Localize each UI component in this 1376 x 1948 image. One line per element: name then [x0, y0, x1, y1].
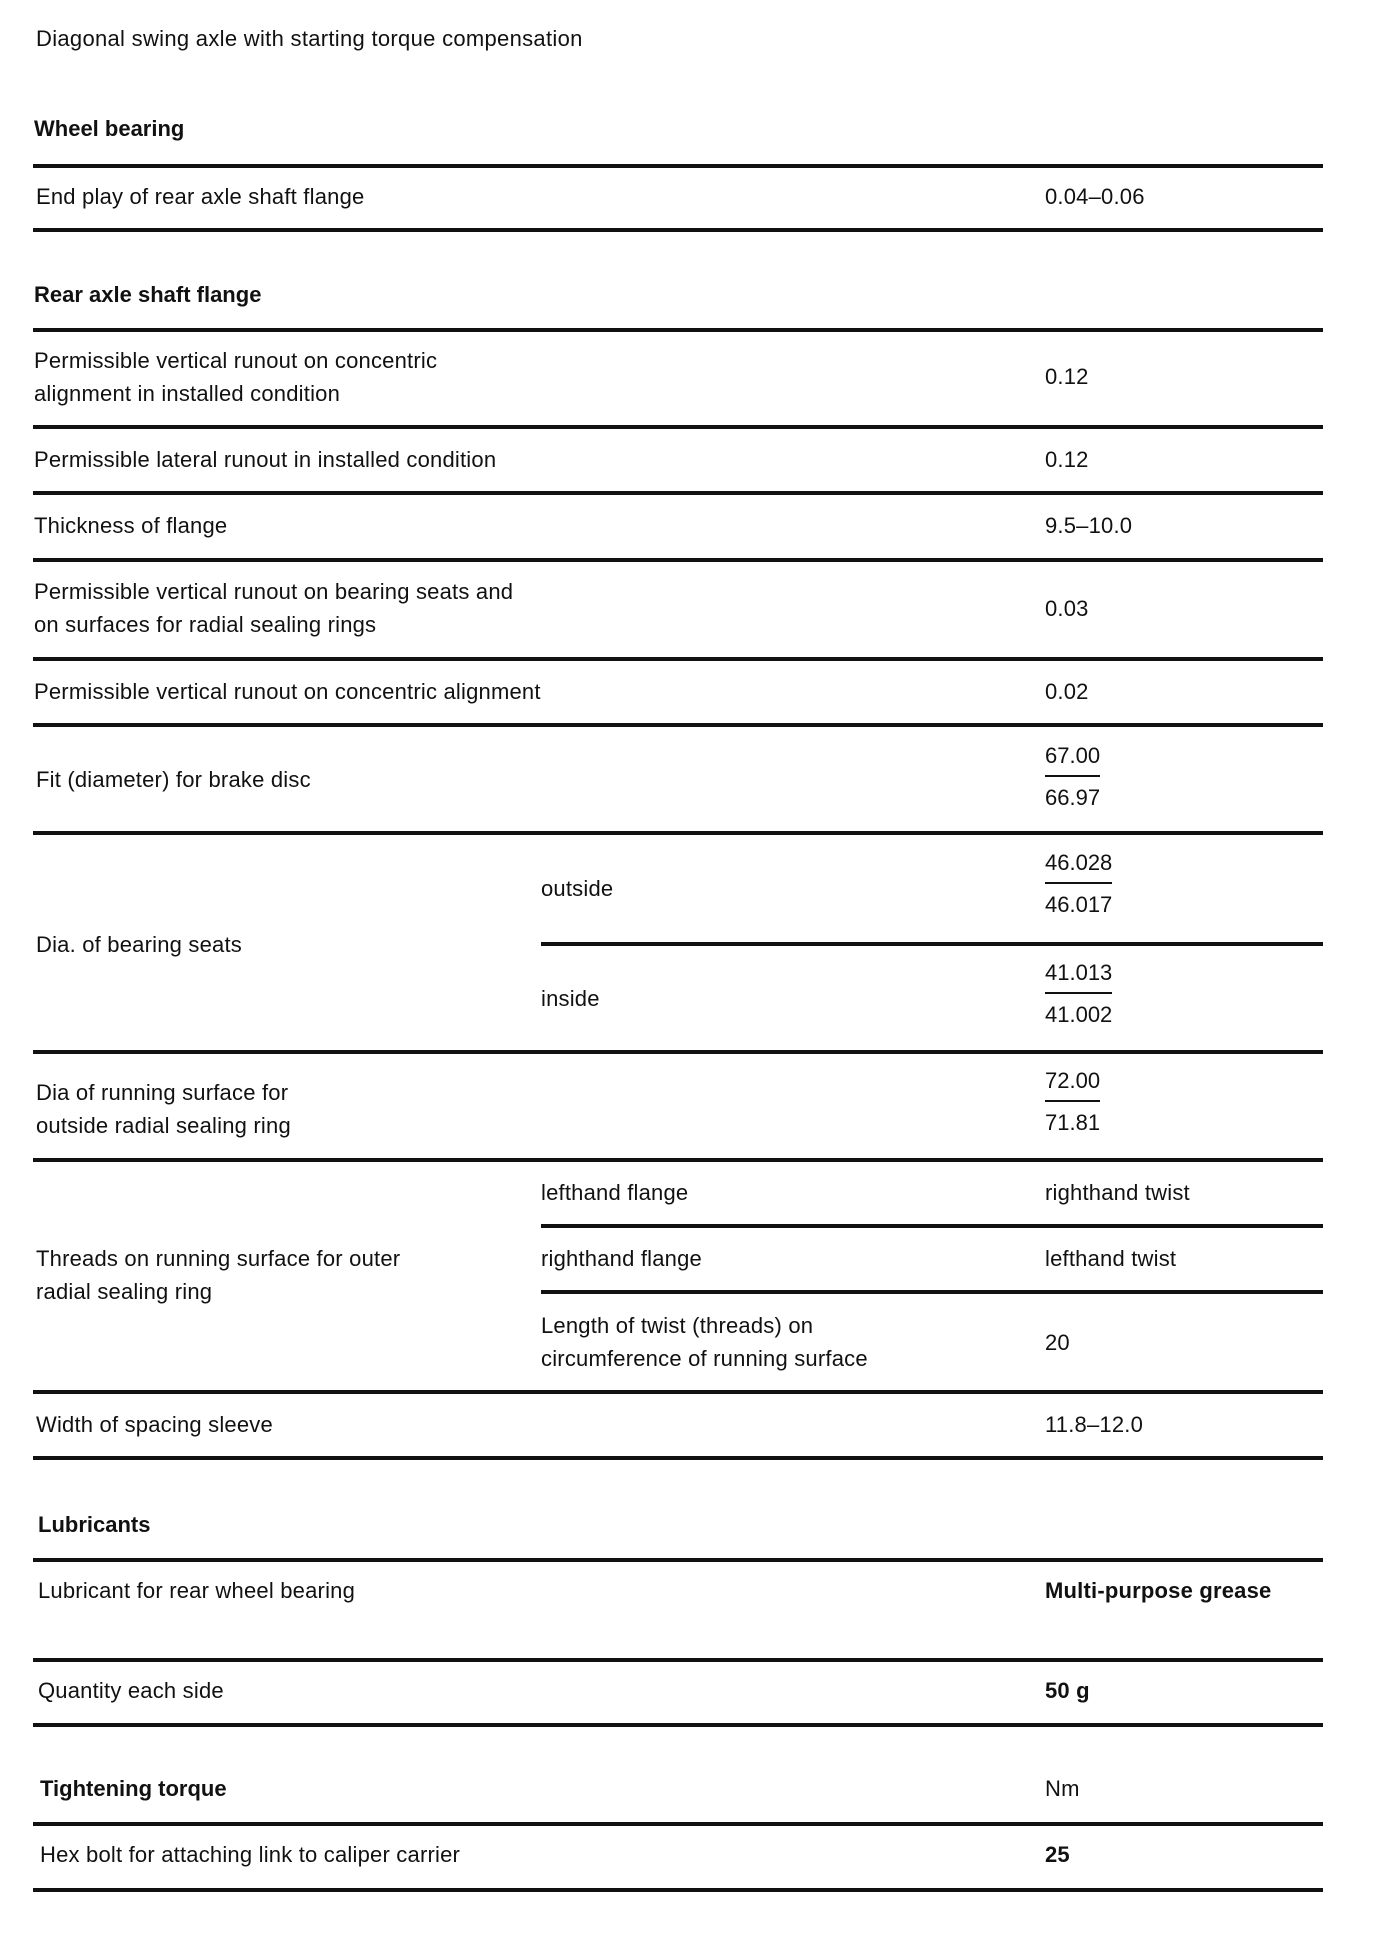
torque-unit-label: Nm — [1045, 1776, 1080, 1801]
tolerance-lower: 71.81 — [1045, 1110, 1101, 1135]
row-label-line: alignment in installed condition — [34, 381, 341, 406]
table-rule — [33, 1822, 1323, 1826]
row-value-hex-bolt-link-caliper: 25 — [1045, 1842, 1070, 1867]
row-value-righthand-flange: lefthand twist — [1045, 1246, 1177, 1271]
tolerance-upper: 46.028 — [1045, 848, 1112, 884]
row-label-line: radial sealing ring — [36, 1279, 213, 1304]
sub-label-length-of-twist — [541, 1309, 868, 1375]
tolerance-upper: 41.013 — [1045, 958, 1112, 994]
row-value-lubricant-rear-wheel-bearing: Multi-purpose grease — [1045, 1578, 1272, 1603]
row-value-quantity-each-side: 50 g — [1045, 1678, 1090, 1703]
section-heading-lubricants: Lubricants — [38, 1512, 151, 1537]
row-value-vertical-runout-concentric-installed: 0.12 — [1045, 364, 1089, 389]
row-value-fit-brake-disc — [1045, 741, 1100, 813]
table-rule — [33, 228, 1323, 232]
row-label-dia-bearing-seats: Dia. of bearing seats — [36, 932, 242, 957]
table-rule — [33, 1723, 1323, 1727]
row-value-vertical-runout-bearing-seats: 0.03 — [1045, 596, 1089, 621]
row-label-end-play: End play of rear axle shaft flange — [36, 184, 365, 209]
row-label-dia-running-surface — [36, 1076, 291, 1142]
table-sub-rule — [541, 1290, 1323, 1294]
row-value-thickness-of-flange: 9.5–10.0 — [1045, 513, 1133, 538]
row-value-dia-running-surface — [1045, 1066, 1100, 1138]
row-label-fit-brake-disc: Fit (diameter) for brake disc — [36, 767, 311, 792]
row-value-bearing-seat-outside — [1045, 848, 1112, 920]
sub-label-line: circumference of running surface — [541, 1346, 868, 1371]
row-label-line: Permissible vertical runout on concentric — [34, 348, 438, 373]
row-value-end-play: 0.04–0.06 — [1045, 184, 1145, 209]
row-label-line: on surfaces for radial sealing rings — [34, 612, 377, 637]
row-label-line: Dia of running surface for — [36, 1080, 289, 1105]
sub-label-lefthand-flange: lefthand flange — [541, 1180, 689, 1205]
row-label-quantity-each-side: Quantity each side — [38, 1678, 224, 1703]
table-rule — [33, 657, 1323, 661]
row-value-vertical-runout-concentric: 0.02 — [1045, 679, 1089, 704]
sub-label-righthand-flange: righthand flange — [541, 1246, 702, 1271]
table-rule — [33, 1050, 1323, 1054]
row-value-length-of-twist: 20 — [1045, 1330, 1070, 1355]
table-rule — [33, 1658, 1323, 1662]
tolerance-upper: 72.00 — [1045, 1066, 1100, 1102]
table-rule — [33, 723, 1323, 727]
row-label-vertical-runout-concentric-installed — [34, 344, 437, 410]
row-label-lateral-runout-installed: Permissible lateral runout in installed condition — [34, 447, 497, 472]
row-label-vertical-runout-concentric: Permissible vertical runout on concentric alignment — [34, 679, 541, 704]
row-value-width-spacing-sleeve: 11.8–12.0 — [1045, 1412, 1144, 1437]
table-rule — [33, 558, 1323, 562]
row-label-line: Permissible vertical runout on bearing seats and — [34, 579, 514, 604]
table-rule — [33, 1888, 1323, 1892]
row-value-bearing-seat-inside — [1045, 958, 1112, 1030]
table-rule — [33, 425, 1323, 429]
table-rule — [33, 1558, 1323, 1562]
tolerance-lower: 46.017 — [1045, 892, 1113, 917]
tolerance-lower: 41.002 — [1045, 1002, 1113, 1027]
tolerance-upper: 67.00 — [1045, 741, 1100, 777]
table-rule — [33, 831, 1323, 835]
row-value-lateral-runout-installed: 0.12 — [1045, 447, 1089, 472]
row-label-line: outside radial sealing ring — [36, 1113, 291, 1138]
table-rule — [33, 1158, 1323, 1162]
sub-label-line: Length of twist (threads) on — [541, 1313, 814, 1338]
table-sub-rule — [541, 1224, 1323, 1228]
row-value-lefthand-flange: righthand twist — [1045, 1180, 1190, 1205]
tolerance-lower: 66.97 — [1045, 785, 1101, 810]
row-label-width-spacing-sleeve: Width of spacing sleeve — [36, 1412, 273, 1437]
sub-label-outside: outside — [541, 876, 614, 901]
page-subtitle: Diagonal swing axle with starting torque compensation — [36, 26, 583, 51]
row-label-line: Threads on running surface for outer — [36, 1246, 401, 1271]
table-sub-rule — [541, 942, 1323, 946]
row-label-lubricant-rear-wheel-bearing: Lubricant for rear wheel bearing — [38, 1578, 356, 1603]
row-label-thickness-of-flange: Thickness of flange — [34, 513, 228, 538]
section-heading-wheel-bearing: Wheel bearing — [34, 116, 185, 141]
section-heading-rear-axle-shaft-flange: Rear axle shaft flange — [34, 282, 262, 307]
section-heading-tightening-torque: Tightening torque — [40, 1776, 227, 1801]
row-label-threads-running-surface — [36, 1242, 400, 1308]
table-rule — [33, 1390, 1323, 1394]
table-rule — [33, 328, 1323, 332]
table-rule — [33, 1456, 1323, 1460]
table-rule — [33, 164, 1323, 168]
row-label-vertical-runout-bearing-seats — [34, 575, 513, 641]
row-label-hex-bolt-link-caliper: Hex bolt for attaching link to caliper carrier — [40, 1842, 461, 1867]
sub-label-inside: inside — [541, 986, 600, 1011]
table-rule — [33, 491, 1323, 495]
